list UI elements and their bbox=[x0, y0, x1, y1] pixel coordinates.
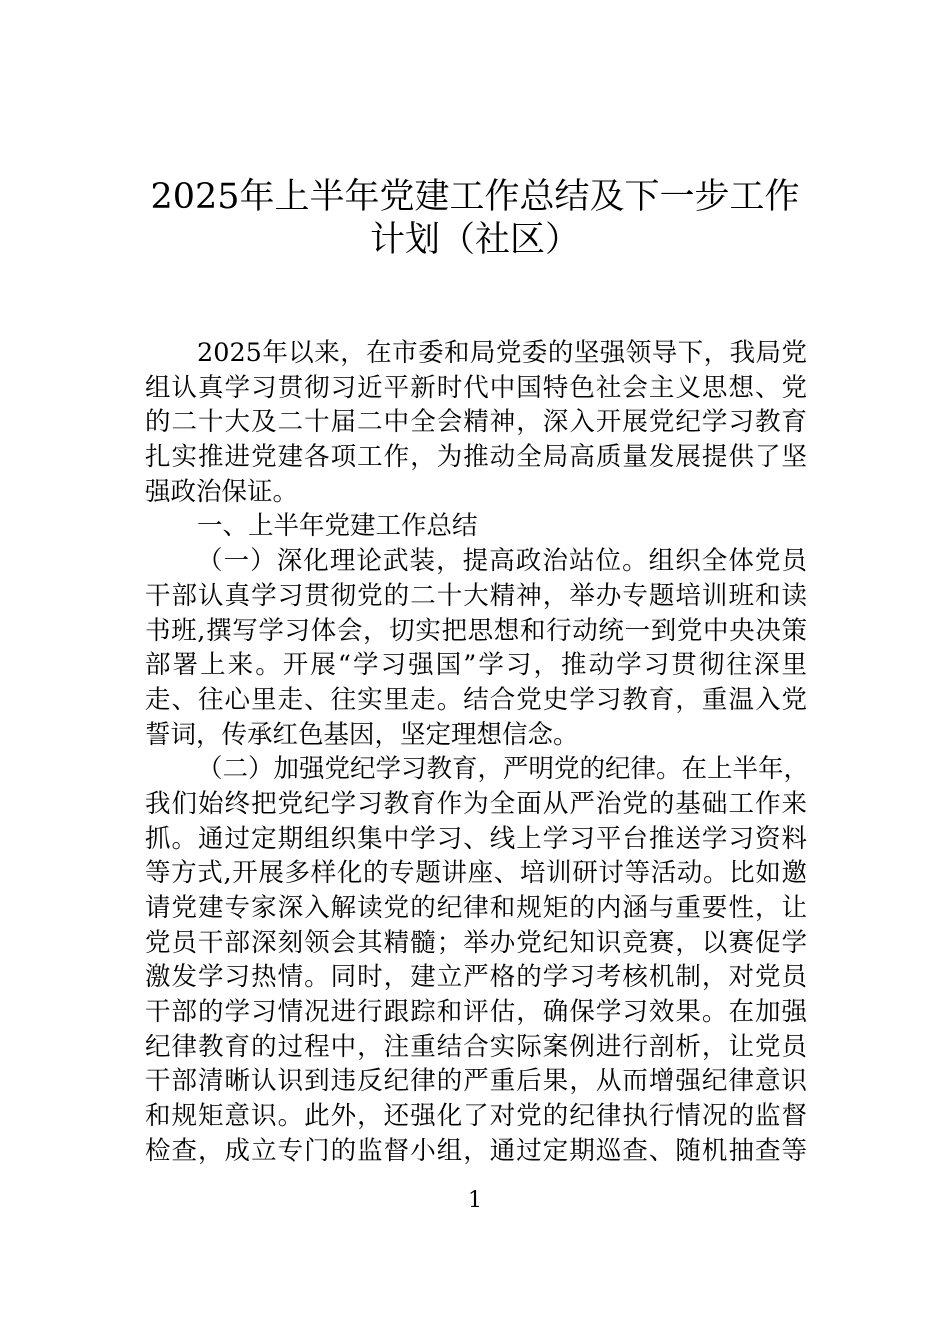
text-line: 誓词，传承红色基因，坚定理想信念。 bbox=[145, 719, 579, 750]
text-line: 的二十大及二十届二中全会精神，深入开展党纪学习教育 bbox=[145, 407, 807, 438]
text-line: 和规矩意识。此外，还强化了对党的纪律执行情况的监督 bbox=[145, 1101, 807, 1132]
text-line: 纪律教育的过程中，注重结合实际案例进行剖析，让党员 bbox=[145, 1031, 807, 1062]
document-title-line-1: 2025年上半年党建工作总结及下一步工作 bbox=[150, 177, 800, 217]
text-line: 干部清晰认识到违反纪律的严重后果，从而增强纪律意识 bbox=[145, 1066, 807, 1097]
text-line: 走、往心里走、往实里走。结合党史学习教育，重温入党 bbox=[145, 684, 807, 715]
text-line: 强政治保证。 bbox=[145, 476, 299, 507]
document-body bbox=[145, 336, 810, 1169]
text-line: 党员干部深刻领会其精髓；举办党纪知识竞赛，以赛促学 bbox=[145, 927, 807, 958]
page-number: 1 bbox=[468, 1188, 482, 1213]
text-line: 组认真学习贯彻习近平新时代中国特色社会主义思想、党 bbox=[145, 372, 807, 403]
document-title-line-2: 计划（社区） bbox=[369, 220, 580, 260]
text-line: 2025年以来，在市委和局党委的坚强领导下，我局党 bbox=[197, 338, 807, 368]
text-line: 扎实推进党建各项工作，为推动全局高质量发展提供了坚 bbox=[145, 442, 807, 473]
text-line: 干部的学习情况进行跟踪和评估，确保学习效果。在加强 bbox=[145, 997, 807, 1028]
text-line: 请党建专家深入解读党的纪律和规矩的内涵与重要性，让 bbox=[145, 893, 807, 923]
section-heading bbox=[145, 509, 807, 544]
text-line: 检查，成立专门的监督小组，通过定期巡查、随机抽查等 bbox=[145, 1135, 807, 1166]
paragraph bbox=[145, 544, 807, 752]
text-line: 激发学习热情。同时，建立严格的学习考核机制，对党员 bbox=[145, 962, 807, 993]
paragraph bbox=[145, 752, 810, 1168]
text-line: 部署上来。开展“学习强国”学习，推动学习贯彻往深里 bbox=[145, 650, 807, 681]
text-line: 一、上半年党建工作总结 bbox=[197, 511, 478, 542]
text-line: 我们始终把党纪学习教育作为全面从严治党的基础工作来 bbox=[145, 788, 807, 819]
text-line: 等方式,开展多样化的专题讲座、培训研讨等活动。比如邀 bbox=[145, 858, 807, 889]
text-line: 干部认真学习贯彻党的二十大精神，举办专题培训班和读 bbox=[145, 580, 807, 611]
text-line: 书班,撰写学习体会，切实把思想和行动统一到党中央决策 bbox=[145, 615, 807, 646]
text-line: （一）深化理论武装，提高政治站位。组织全体党员 bbox=[197, 546, 807, 577]
text-line: （二）加强党纪学习教育，严明党的纪律。在上半年， bbox=[197, 754, 810, 785]
text-line: 抓。通过定期组织集中学习、线上学习平台推送学习资料 bbox=[145, 823, 807, 854]
paragraph bbox=[145, 336, 807, 509]
